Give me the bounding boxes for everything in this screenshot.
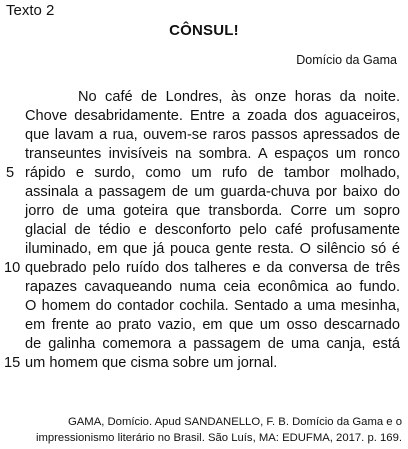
text-line: jorro de uma goteira que transborda. Corre um sopro xyxy=(25,203,400,219)
text-line: que lavam a rua, ouvem-se raros passos apressados de xyxy=(25,127,400,143)
text-line: um homem que cisma sobre um jornal. xyxy=(25,355,278,371)
text-line: Chove desabridamente. Entre a zoada dos aguaceiros, xyxy=(25,108,400,124)
citation-line: impressionismo literário no Brasil. São Luís, MA: EDUFMA, 2017. p. 169. xyxy=(35,432,402,444)
text-line: em frente ao prato vazio, em que um osso descarnado xyxy=(25,317,400,333)
text-line: rápido e surdo, como um rufo de tambor molhado, xyxy=(25,165,400,181)
text-title: CÔNSUL! xyxy=(169,22,239,39)
citation-line: GAMA, Domício. Apud SANDANELLO, F. B. Domício da Gama e o xyxy=(67,416,402,428)
author-name: Domício da Gama xyxy=(296,53,397,67)
text-line: glacial de tédio e desconforto pelo café profusamente xyxy=(25,222,400,238)
text-line: assinala a passagem de um guarda-chuva por baixo do xyxy=(25,184,400,200)
text-label: Texto 2 xyxy=(6,2,55,19)
text-line: rapazes cavaqueando numa ceia econômica ao fundo. xyxy=(25,279,400,295)
text-line: transeuntes invisíveis na sombra. A espaços um ronco xyxy=(25,146,400,162)
text-line: iluminado, em que já pouca gente resta. O silêncio só é xyxy=(25,241,400,257)
line-number: 10 xyxy=(4,260,21,276)
text-line: de galinha comemora a passagem de uma canja, está xyxy=(25,336,400,352)
line-number: 15 xyxy=(4,355,21,371)
line-number: 5 xyxy=(6,165,15,181)
text-line: quebrado pelo ruído dos talheres e da conversa de três xyxy=(25,260,400,276)
text-line: No café de Londres, às onze horas da noite. xyxy=(78,89,400,105)
text-line: O homem do contador cochila. Sentado a uma mesinha, xyxy=(25,298,400,314)
